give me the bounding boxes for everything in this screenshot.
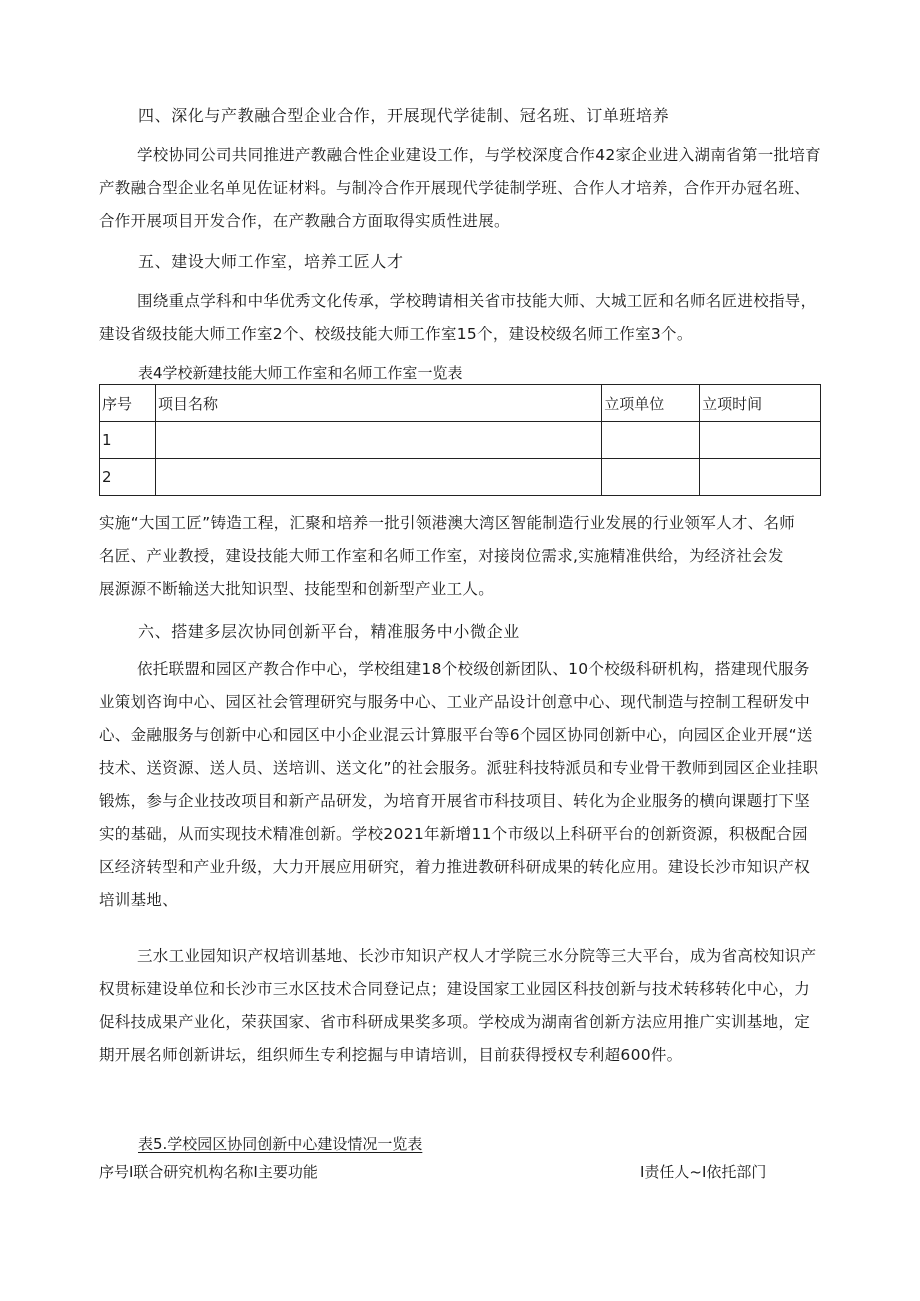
section-4-body: 学校协同公司共同推进产教融合性企业建设工作，与学校深度合作42家企业进入湖南省第一批培育产教融合型企业名单见佐证材料。与制冷合作开展现代学徒制学班、合作人才培养，合作开办冠名班、合作开展项目开发合作，在产教融合方面取得实质性进展。 — [99, 146, 821, 230]
table-cell — [602, 459, 700, 496]
table-5-header-right: I责任人~I依托部门 — [640, 1163, 767, 1181]
after-table-4-paragraph: 实施“大国工匠”铸造工程，汇聚和培养一批引领港澳大湾区智能制造行业发展的行业领军人才、名师名匠、产业教授，建设技能大师工作室和名师工作室，对接岗位需求,实施精准供给，为经济社会发展源源不断输送大批知识型、技能型和创新型产业工人。 — [99, 514, 796, 598]
table-header-row — [100, 385, 821, 422]
header-cell: 序号 — [100, 385, 156, 422]
table-cell — [700, 459, 821, 496]
section-5-body: 围绕重点学科和中华优秀文化传承，学校聘请相关省市技能大师、大城工匠和名师名匠进校指导，建设省级技能大师工作室2个、校级技能大师工作室15个，建设校级名师工作室3个。 — [99, 292, 817, 343]
table-cell — [155, 459, 601, 496]
section-6-body-2: 三水工业园知识产权培训基地、长沙市知识产权人才学院三水分院等三大平台，成为省高校知识产权贯标建设单位和长沙市三水区技术合同登记点；建设国家工业园区科技创新与技术转移转化中心，力促科技成果产业化，荣获国家、省市科研成果奖多项。学校成为湖南省创新方法应用推广实训基地，定期开展名师创新讲坛，组织师生专利挖掘与申请培训，目前获得授权专利超600件。 — [99, 947, 817, 1064]
table-4 — [99, 384, 821, 496]
table-cell — [155, 422, 601, 459]
table-cell — [700, 422, 821, 459]
section-4-heading: 四、深化与产教融合型企业合作，开展现代学徒制、冠名班、订单班培养 — [138, 106, 670, 125]
header-cell: 立项时间 — [700, 385, 821, 422]
table-4-caption: 表4学校新建技能大师工作室和名师工作室一览表 — [138, 364, 463, 382]
table-5-caption: 表5.学校园区协同创新中心建设情况一览表 — [138, 1135, 423, 1153]
section-5-heading: 五、建设大师工作室，培养工匠人才 — [138, 252, 404, 271]
section-6-body-1: 依托联盟和园区产教合作中心，学校组建18个校级创新团队、10个校级科研机构，搭建现代服务业策划咨询中心、园区社会管理研究与服务中心、工业产品设计创意中心、现代制造与控制工程研发中心、金融服务与创新中心和园区中小企业混云计算服平台等6个园区协同创新中心，向园区企业开展“送技术、送资源、送人员、送培训、送文化”的社会服务。派驻科技特派员和专业骨干教师到园区企业挂职锻炼，参与企业技改项目和新产品研发，为培育开展省市科技项目、转化为企业服务的横向课题打下坚实的基础，从而实现技术精准创新。学校2021年新增11个市级以上科研平台的创新资源，积极配合园区经济转型和产业升级，大力开展应用研究，着力推进教研科研成果的转化应用。建设长沙市知识产权培训基地、 — [99, 660, 819, 909]
table-cell — [602, 422, 700, 459]
header-cell: 项目名称 — [155, 385, 601, 422]
table-row — [100, 422, 821, 459]
table-cell: 2 — [100, 459, 156, 496]
table-cell: 1 — [100, 422, 156, 459]
table-row — [100, 459, 821, 496]
table-5-header-left: 序号I联合研究机构名称I主要功能 — [99, 1163, 318, 1181]
header-cell: 立项单位 — [602, 385, 700, 422]
section-6-heading: 六、搭建多层次协同创新平台，精准服务中小微企业 — [138, 622, 520, 641]
